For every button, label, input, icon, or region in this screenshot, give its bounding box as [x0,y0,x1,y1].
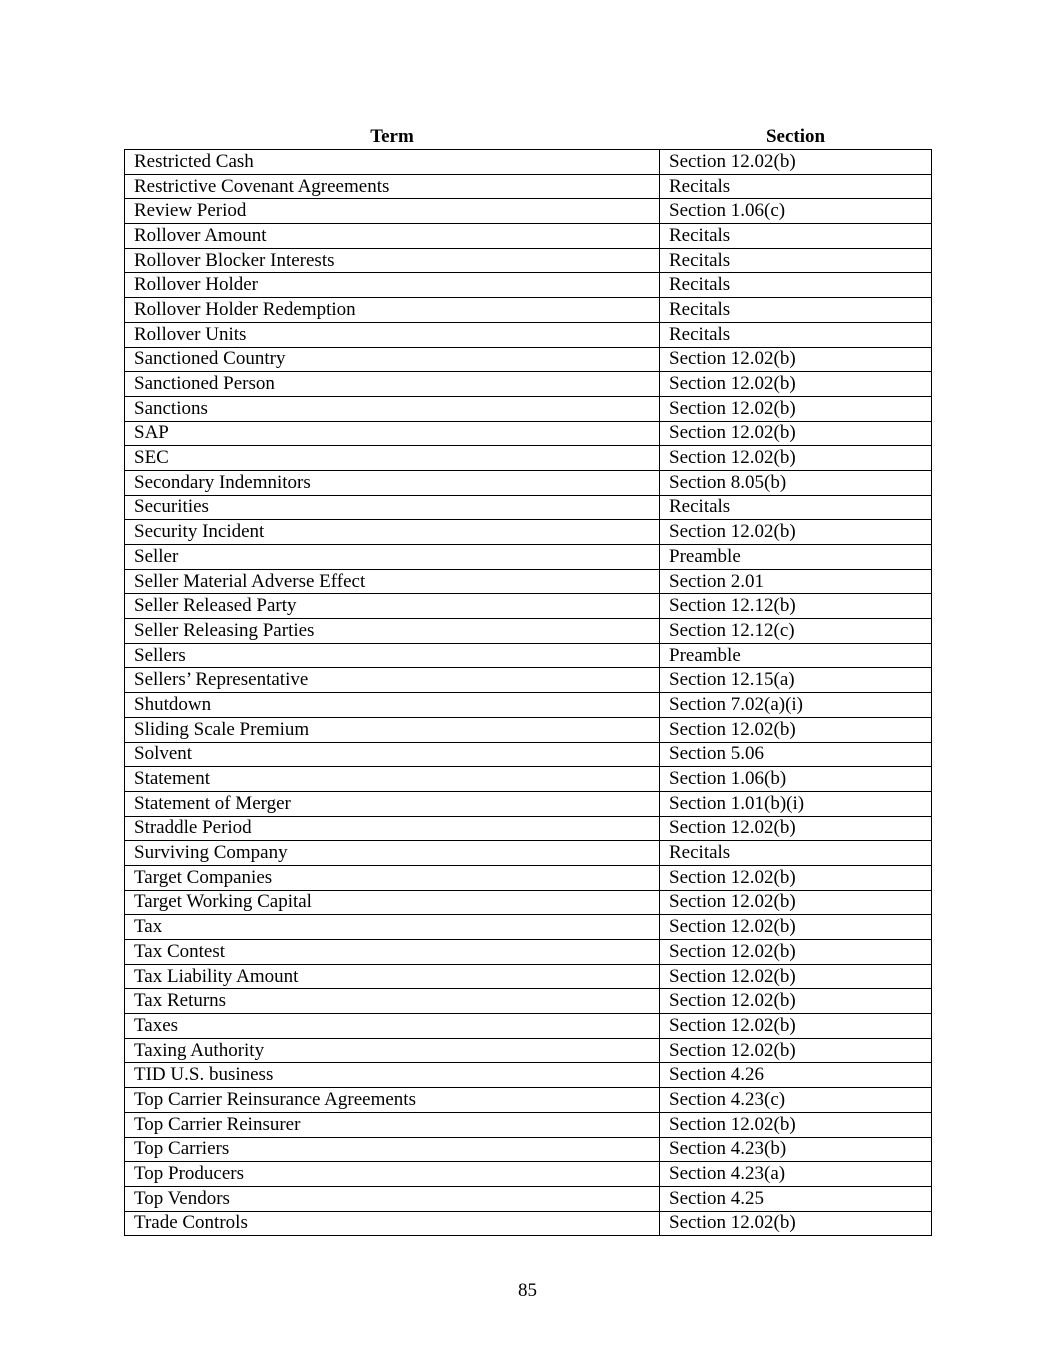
term-cell: Statement [125,767,660,792]
table-row [125,421,932,446]
table-row [125,890,932,915]
table-row [125,248,932,273]
term-cell: Taxes [125,1014,660,1039]
section-cell: Section 12.02(b) [660,1211,932,1236]
table-row [125,1211,932,1236]
term-cell: Restricted Cash [125,150,660,175]
section-cell: Section 4.23(c) [660,1088,932,1113]
table-row [125,1038,932,1063]
section-cell: Section 12.02(b) [660,421,932,446]
term-cell: Review Period [125,199,660,224]
term-cell: Tax Liability Amount [125,964,660,989]
table-row [125,717,932,742]
table-row [125,150,932,175]
section-cell: Section 12.12(c) [660,619,932,644]
table-row [125,964,932,989]
section-cell: Section 4.23(b) [660,1137,932,1162]
section-cell: Recitals [660,248,932,273]
section-cell: Section 12.02(b) [660,1112,932,1137]
term-cell: Sellers’ Representative [125,668,660,693]
section-cell: Section 12.02(b) [660,989,932,1014]
table-row [125,495,932,520]
term-cell: Taxing Authority [125,1038,660,1063]
table-row [125,446,932,471]
table-row [125,1162,932,1187]
section-cell: Section 12.02(b) [660,890,932,915]
term-cell: Top Carrier Reinsurer [125,1112,660,1137]
term-cell: Tax Returns [125,989,660,1014]
table-row [125,594,932,619]
table-row [125,742,932,767]
section-cell: Section 12.02(b) [660,940,932,965]
term-cell: Top Vendors [125,1186,660,1211]
table-row [125,322,932,347]
table-row [125,1137,932,1162]
term-cell: Statement of Merger [125,791,660,816]
term-cell: Rollover Blocker Interests [125,248,660,273]
section-cell: Section 4.23(a) [660,1162,932,1187]
table-row [125,865,932,890]
table-row [125,1112,932,1137]
table-header [125,124,932,150]
section-cell: Section 8.05(b) [660,470,932,495]
section-cell: Recitals [660,273,932,298]
term-cell: Seller Material Adverse Effect [125,569,660,594]
section-cell: Section 12.02(b) [660,150,932,175]
term-cell: Trade Controls [125,1211,660,1236]
section-cell: Recitals [660,841,932,866]
section-cell: Section 12.02(b) [660,1014,932,1039]
table-row [125,396,932,421]
term-cell: Sellers [125,643,660,668]
table-row [125,693,932,718]
term-cell: SEC [125,446,660,471]
table-row [125,1014,932,1039]
section-cell: Section 12.12(b) [660,594,932,619]
term-cell: Securities [125,495,660,520]
page-number: 85 [518,1280,537,1301]
table-row [125,199,932,224]
section-cell: Section 1.01(b)(i) [660,791,932,816]
table-row [125,224,932,249]
defined-terms-table [124,124,932,1236]
header-row [125,124,932,150]
section-cell: Section 2.01 [660,569,932,594]
table-row [125,1063,932,1088]
table-row [125,470,932,495]
table-row [125,940,932,965]
term-cell: Rollover Holder [125,273,660,298]
term-cell: Restrictive Covenant Agreements [125,174,660,199]
term-cell: Top Carriers [125,1137,660,1162]
table-row [125,767,932,792]
term-cell: Tax Contest [125,940,660,965]
section-cell: Section 5.06 [660,742,932,767]
section-cell: Preamble [660,643,932,668]
term-cell: Seller [125,545,660,570]
table-row [125,174,932,199]
term-cell: Shutdown [125,693,660,718]
table-row [125,668,932,693]
section-cell: Section 12.02(b) [660,816,932,841]
term-cell: SAP [125,421,660,446]
term-cell: Sanctioned Person [125,372,660,397]
table-row [125,643,932,668]
section-cell: Recitals [660,495,932,520]
section-cell: Section 12.02(b) [660,520,932,545]
section-cell: Recitals [660,322,932,347]
term-cell: Top Producers [125,1162,660,1187]
table-row [125,841,932,866]
term-cell: Top Carrier Reinsurance Agreements [125,1088,660,1113]
table-row [125,273,932,298]
table-row [125,545,932,570]
section-cell: Section 12.02(b) [660,446,932,471]
table-row [125,569,932,594]
term-cell: TID U.S. business [125,1063,660,1088]
term-cell: Sanctioned Country [125,347,660,372]
table-row [125,791,932,816]
term-cell: Rollover Units [125,322,660,347]
term-cell: Rollover Holder Redemption [125,298,660,323]
section-cell: Preamble [660,545,932,570]
section-cell: Section 4.25 [660,1186,932,1211]
term-cell: Surviving Company [125,841,660,866]
section-cell: Section 12.02(b) [660,717,932,742]
section-cell: Section 12.02(b) [660,347,932,372]
table-row [125,347,932,372]
section-cell: Section 7.02(a)(i) [660,693,932,718]
table-row [125,816,932,841]
table-body [125,150,932,1236]
term-cell: Sliding Scale Premium [125,717,660,742]
term-cell: Rollover Amount [125,224,660,249]
section-cell: Section 12.02(b) [660,865,932,890]
section-column-header: Section [765,126,826,147]
table-row [125,298,932,323]
section-cell: Recitals [660,174,932,199]
term-cell: Seller Released Party [125,594,660,619]
term-cell: Tax [125,915,660,940]
section-cell: Section 12.02(b) [660,1038,932,1063]
table-row [125,1088,932,1113]
term-cell: Security Incident [125,520,660,545]
term-cell: Sanctions [125,396,660,421]
term-cell: Straddle Period [125,816,660,841]
table-row [125,619,932,644]
section-cell: Section 12.02(b) [660,964,932,989]
term-cell: Secondary Indemnitors [125,470,660,495]
section-cell: Section 12.15(a) [660,668,932,693]
section-cell: Section 1.06(c) [660,199,932,224]
term-cell: Target Companies [125,865,660,890]
table-row [125,915,932,940]
table-row [125,372,932,397]
section-cell: Section 12.02(b) [660,372,932,397]
table-row [125,1186,932,1211]
table-row [125,520,932,545]
section-cell: Section 12.02(b) [660,915,932,940]
section-cell: Section 12.02(b) [660,396,932,421]
term-cell: Solvent [125,742,660,767]
section-cell: Recitals [660,298,932,323]
section-cell: Section 4.26 [660,1063,932,1088]
term-cell: Target Working Capital [125,890,660,915]
section-cell: Section 1.06(b) [660,767,932,792]
section-cell: Recitals [660,224,932,249]
table-row [125,989,932,1014]
term-column-header: Term [370,126,414,147]
term-cell: Seller Releasing Parties [125,619,660,644]
